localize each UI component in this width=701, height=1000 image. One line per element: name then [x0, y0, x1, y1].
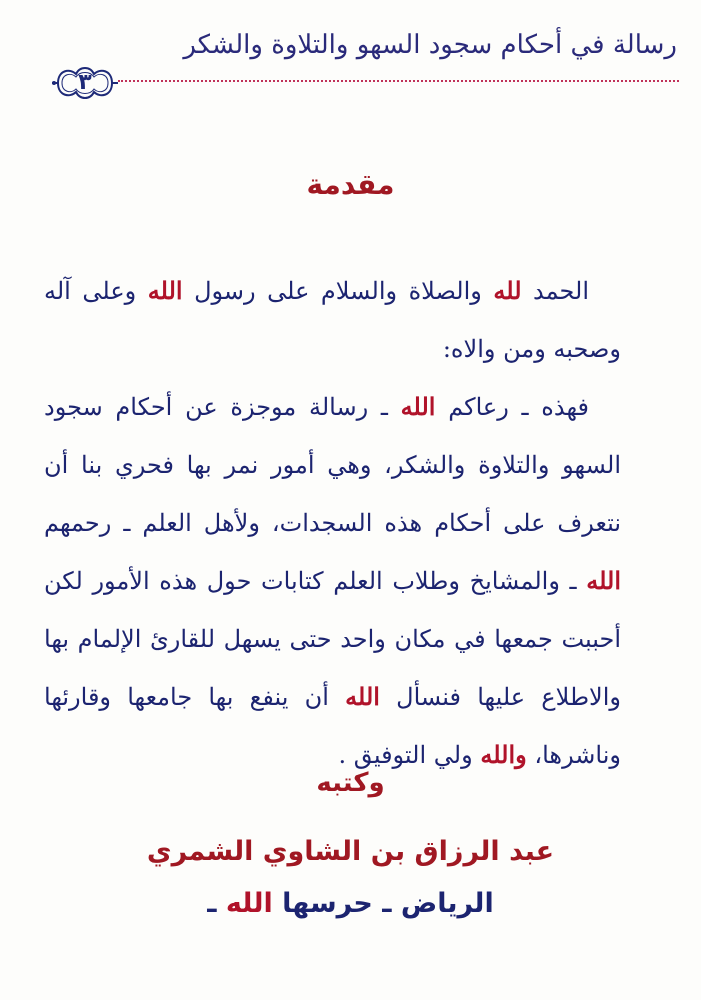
- page-number: ٣: [78, 70, 92, 95]
- highlighted-word: الله: [345, 682, 380, 711]
- text-run: وعلى آله وصحبه ومن والاه:: [44, 277, 621, 363]
- signature-intro: وكتبه: [316, 768, 385, 798]
- text-run: والصلاة والسلام على رسول: [182, 277, 494, 305]
- author-place: [0, 888, 701, 919]
- text-run: ولي التوفيق .: [338, 741, 481, 769]
- body-text: [44, 262, 621, 784]
- text-run: الحمد: [521, 277, 589, 305]
- header-rule: [118, 80, 679, 82]
- text-run: فهذه ـ رعاكم: [435, 393, 589, 421]
- text-run: ـ رسالة موجزة عن أحكام سجود السهو والتلاوة والشكر، وهي أمور نمر بها فحري بنا أن نتعرف على أحكام هذه السجدات، ولأهل العلم ـ رحمهم: [44, 393, 621, 537]
- text-run: أن ينفع بها جامعها وقارئها وناشرها،: [44, 683, 621, 769]
- paragraph-main: [44, 378, 621, 784]
- text-run: ـ والمشايخ وطلاب العلم كتابات حول هذه الأمور لكن أحببت جمعها في مكان واحد حتى يسهل للقارئ الإلمام بها والاطلاع عليها فنسأل: [44, 567, 622, 711]
- highlighted-word: الله: [225, 888, 273, 919]
- place-text: ـ: [207, 888, 226, 919]
- highlighted-word: والله: [480, 740, 527, 769]
- running-title: رسالة في أحكام سجود السهو والتلاوة والشكر: [183, 30, 677, 60]
- section-heading: مقدمة: [306, 168, 395, 201]
- author-name: عبد الرزاق بن الشاوي الشمري: [146, 836, 555, 867]
- highlighted-word: الله: [586, 566, 621, 595]
- paragraph-opening: [44, 262, 621, 378]
- highlighted-word: لله: [493, 276, 522, 305]
- highlighted-word: الله: [400, 392, 436, 421]
- highlighted-word: الله: [147, 276, 183, 305]
- place-text: الرياض ـ حرسها: [272, 888, 494, 919]
